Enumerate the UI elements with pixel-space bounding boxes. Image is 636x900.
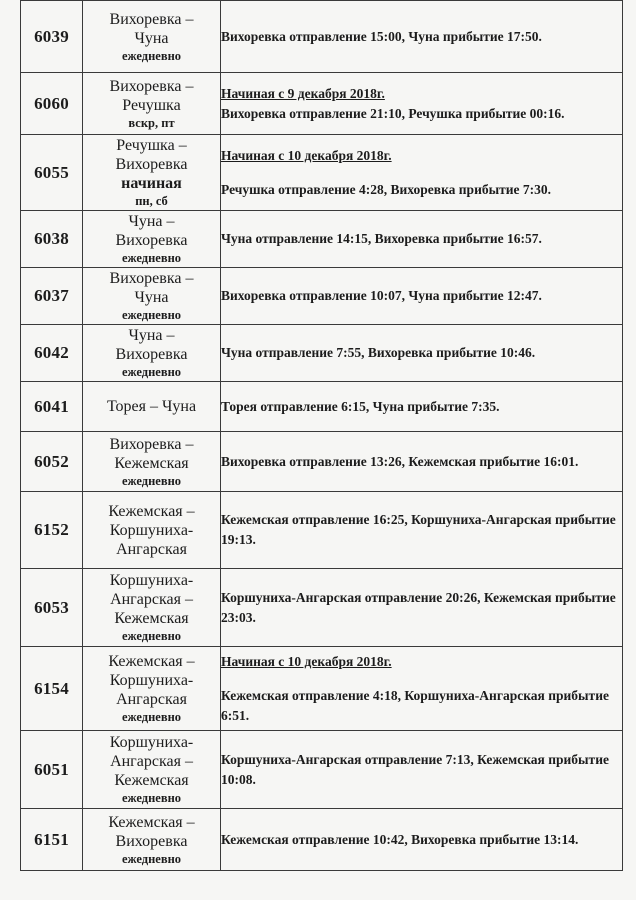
route-line: Чуна <box>134 289 169 306</box>
route-line: Кежемская <box>114 772 189 789</box>
route-line: Вихоревка – <box>109 10 194 28</box>
schedule-text: Речушка отправление 4:28, Вихоревка прибытие 7:30. <box>221 181 552 197</box>
effective-date-note: Начиная с 10 декабря 2018г. <box>221 653 392 669</box>
schedule-info-cell <box>221 569 623 647</box>
table-row <box>21 731 623 809</box>
schedule-text: Чуна отправление 14:15, Вихоревка прибытие 16:57. <box>221 231 542 246</box>
schedule-text: Коршуниха-Ангарская отправление 20:26, Кежемская прибытие 23:03. <box>221 589 616 625</box>
table-row <box>21 492 623 569</box>
route-line: Чуна – <box>128 213 175 230</box>
train-number: 6041 <box>21 382 83 432</box>
schedule-text: Вихоревка отправление 13:26, Кежемская прибытие 16:01. <box>221 453 579 469</box>
schedule-info-cell <box>221 809 623 871</box>
route-cell <box>83 569 221 647</box>
schedule-info-cell <box>221 647 623 731</box>
route-cell <box>83 135 221 211</box>
table-row <box>21 647 623 731</box>
route-line: Ангарская <box>116 540 187 558</box>
train-number: 6154 <box>21 647 83 731</box>
route-line: начиная <box>121 175 182 192</box>
route-line: Коршуниха- <box>109 734 194 751</box>
train-number: 6055 <box>21 135 83 211</box>
train-number: 6151 <box>21 809 83 871</box>
operating-days: ежедневно <box>121 48 182 63</box>
route-line: Речушка – <box>116 137 187 154</box>
train-number: 6051 <box>21 731 83 809</box>
route-cell <box>83 647 221 731</box>
route-cell <box>83 432 221 492</box>
schedule-text: Вихоревка отправление 21:10, Речушка прибытие 00:16. <box>221 105 565 121</box>
schedule-text: Вихоревка отправление 15:00, Чуна прибытие 17:50. <box>221 28 542 44</box>
schedule-info-cell <box>221 135 623 211</box>
route-cell <box>83 382 221 432</box>
schedule-text: Чуна отправление 7:55, Вихоревка прибытие 10:46. <box>221 345 536 360</box>
operating-days: ежедневно <box>121 251 182 265</box>
operating-days: ежедневно <box>121 710 182 724</box>
route-cell <box>83 809 221 871</box>
table-row <box>21 325 623 382</box>
route-cell <box>83 211 221 268</box>
route-cell <box>83 492 221 569</box>
operating-days: ежедневно <box>121 851 182 866</box>
operating-days: вскр, пт <box>128 115 175 130</box>
route-line: Вихоревка <box>115 832 188 850</box>
route-line: Ангарская – <box>110 591 193 608</box>
route-line: Кежемская – <box>108 502 195 520</box>
schedule-text: Кежемская отправление 10:42, Вихоревка прибытие 13:14. <box>221 831 579 847</box>
schedule-text: Кежемская отправление 16:25, Коршуниха-Ангарская прибытие 19:13. <box>221 512 616 547</box>
route-line: Коршуниха- <box>109 572 194 589</box>
schedule-info-cell <box>221 731 623 809</box>
train-number: 6037 <box>21 268 83 325</box>
train-number: 6038 <box>21 211 83 268</box>
route-line: Вихоревка <box>115 156 188 173</box>
schedule-info-cell <box>221 432 623 492</box>
effective-date-note: Начиная с 9 декабря 2018г. <box>221 85 385 101</box>
train-number: 6060 <box>21 73 83 135</box>
schedule-text: Коршуниха-Ангарская отправление 7:13, Кежемская прибытие 10:08. <box>221 751 609 787</box>
table-row <box>21 268 623 325</box>
schedule-info-cell <box>221 382 623 432</box>
schedule-text: Торея отправление 6:15, Чуна прибытие 7:35. <box>221 398 500 414</box>
route-line: Вихоревка – <box>109 77 194 95</box>
route-line: Вихоревка <box>115 346 188 363</box>
route-line: Кежемская <box>114 610 189 627</box>
schedule-info-cell <box>221 325 623 382</box>
route-cell <box>83 268 221 325</box>
operating-days: ежедневно <box>121 365 182 379</box>
route-cell <box>83 73 221 135</box>
route-line: Коршуниха- <box>109 672 194 689</box>
table-row <box>21 1 623 73</box>
schedule-info-cell <box>221 211 623 268</box>
route-line: Ангарская – <box>110 753 193 770</box>
schedule-info-cell <box>221 492 623 569</box>
schedule-info-cell <box>221 1 623 73</box>
table-row <box>21 211 623 268</box>
route-line: Чуна <box>134 29 169 47</box>
effective-date-note: Начиная с 10 декабря 2018г. <box>221 147 392 163</box>
operating-days: ежедневно <box>121 791 182 805</box>
table-row <box>21 135 623 211</box>
operating-days: ежедневно <box>121 629 182 643</box>
train-number: 6052 <box>21 432 83 492</box>
schedule-text: Вихоревка отправление 10:07, Чуна прибытие 12:47. <box>221 288 542 303</box>
route-line: Кежемская – <box>108 653 195 670</box>
route-line: Кежемская <box>114 454 189 472</box>
train-number: 6042 <box>21 325 83 382</box>
route-line: Ангарская <box>116 691 187 708</box>
route-cell <box>83 325 221 382</box>
train-number: 6053 <box>21 569 83 647</box>
route-line: Вихоревка – <box>109 270 194 287</box>
train-number: 6039 <box>21 1 83 73</box>
route-cell <box>83 1 221 73</box>
table-row <box>21 382 623 432</box>
schedule-text: Кежемская отправление 4:18, Коршуниха-Ангарская прибытие 6:51. <box>221 687 609 723</box>
route-line: Вихоревка <box>115 232 188 249</box>
train-schedule-table <box>20 0 623 871</box>
table-row <box>21 432 623 492</box>
schedule-info-cell <box>221 73 623 135</box>
table-row <box>21 809 623 871</box>
route-line: Чуна – <box>128 327 175 344</box>
operating-days: ежедневно <box>121 473 182 488</box>
table-row <box>21 73 623 135</box>
schedule-info-cell <box>221 268 623 325</box>
operating-days: пн, сб <box>135 194 168 208</box>
operating-days: ежедневно <box>121 308 182 322</box>
route-line: Коршуниха- <box>109 521 194 539</box>
route-line: Кежемская – <box>108 813 195 831</box>
route-line: Торея – Чуна <box>106 398 197 415</box>
train-number: 6152 <box>21 492 83 569</box>
table-row <box>21 569 623 647</box>
route-cell <box>83 731 221 809</box>
route-line: Вихоревка – <box>109 435 194 453</box>
route-line: Речушка <box>122 96 181 114</box>
